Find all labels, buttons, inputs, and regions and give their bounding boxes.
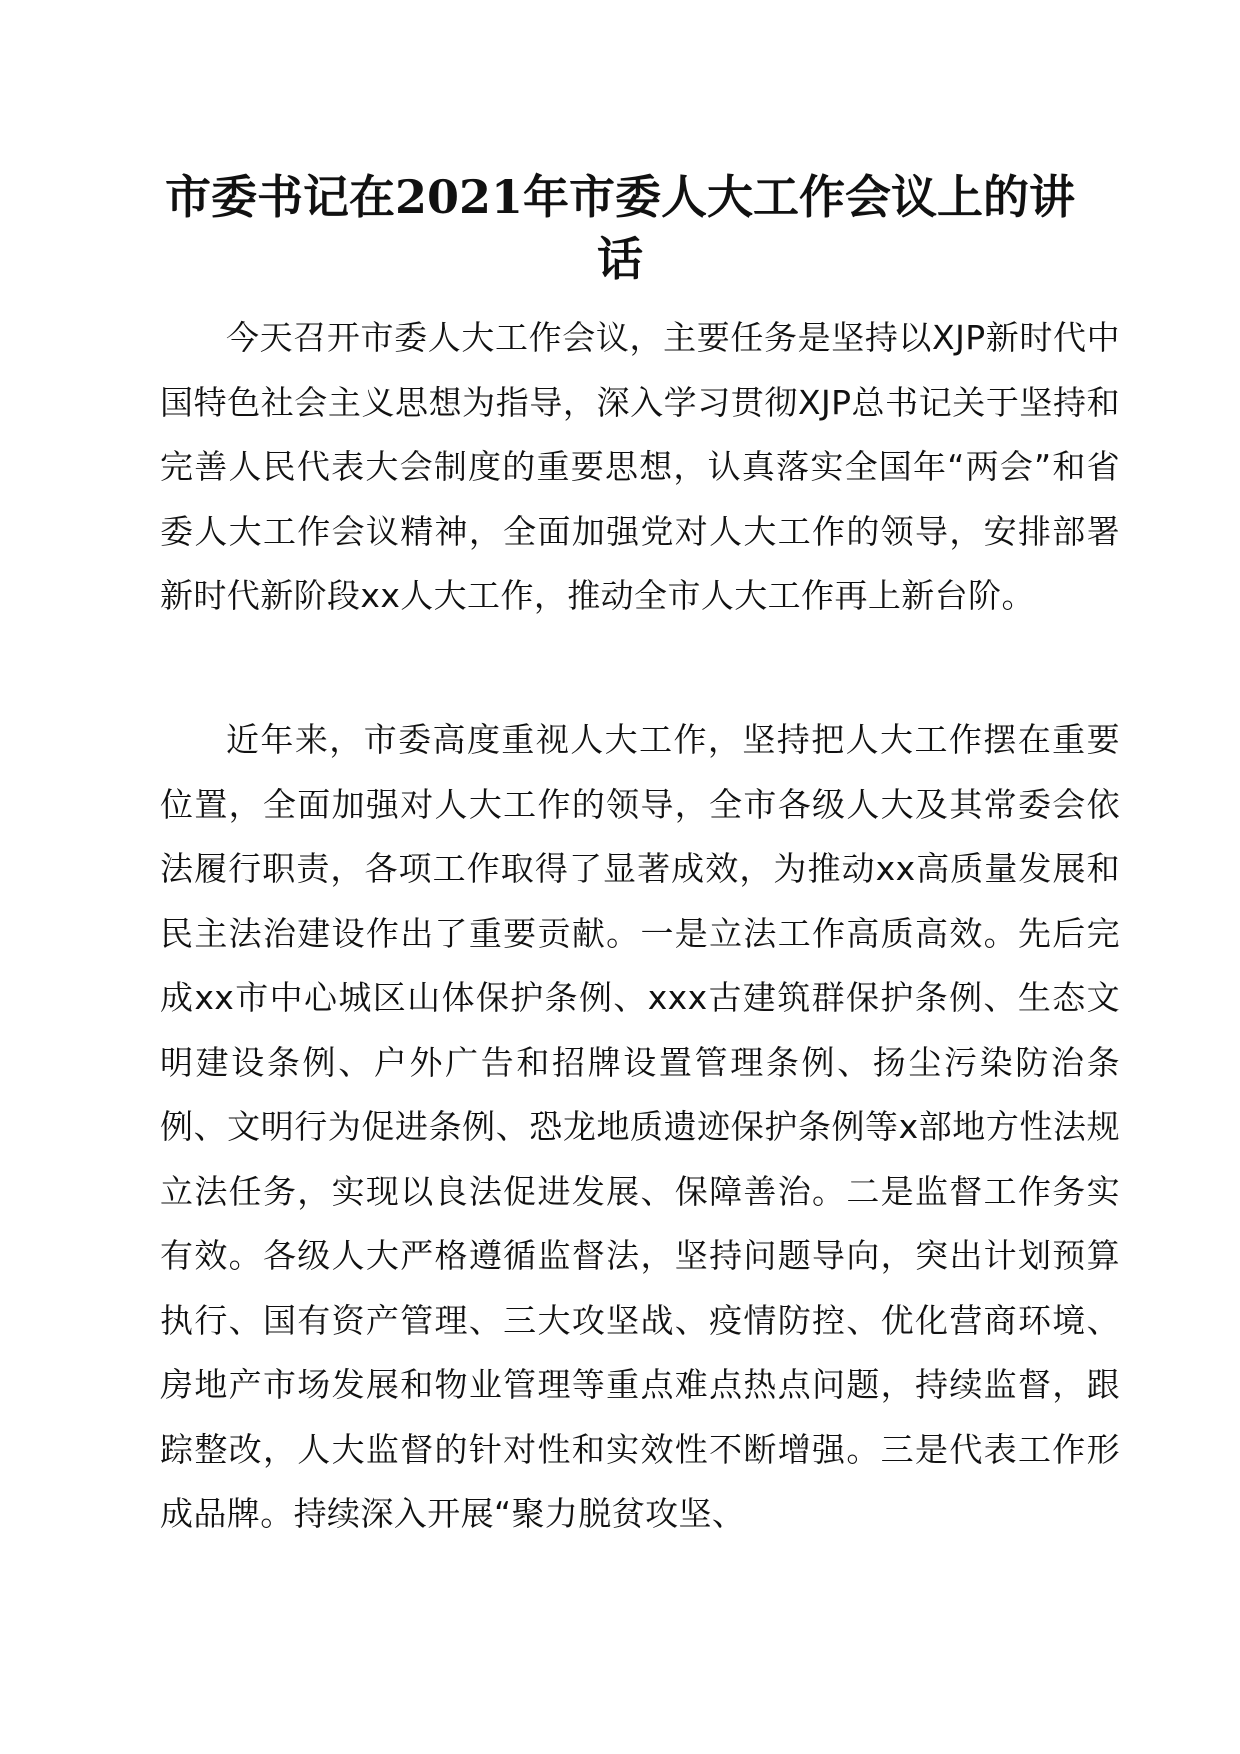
paragraph-introduction: 今天召开市委人大工作会议，主要任务是坚持以XJP新时代中国特色社会主义思想为指导，深入学习贯彻XJP总书记关于坚持和完善人民代表大会制度的重要思想，认真落实全国年“两会”和省委人大工作会议精神，全面加强党对人大工作的领导，安排部署新时代新阶段xx人大工作，推动全市人大工作再上新台阶。 xyxy=(160,318,1120,615)
paragraph-achievements: 近年来，市委高度重视人大工作，坚持把人大工作摆在重要位置，全面加强对人大工作的领导，全市各级人大及其常委会依法履行职责，各项工作取得了显著成效，为推动xx高质量发展和民主法治建设作出了重要贡献。一是立法工作高质高效。先后完成xx市中心城区山体保护条例、xxx古建筑群保护条例、生态文明建设条例、户外广告和招牌设置管理条例、扬尘污染防治条例、文明行为促进条例、恐龙地质遗迹保护条例等x部地方性法规立法任务，实现以良法促进发展、保障善治。二是监督工作务实有效。各级人大严格遵循监督法，坚持问题导向，突出计划预算执行、国有资产管理、三大攻坚战、疫情防控、优化营商环境、房地产市场发展和物业管理等重点难点热点问题，持续监督，跟踪整改，人大监督的针对性和实效性不断增强。三是代表工作形成品牌。持续深入开展“聚力脱贫攻坚、 xyxy=(160,720,1120,1533)
document-title: 市委书记在2021年市委人大工作会议上的讲话 xyxy=(164,170,1076,286)
